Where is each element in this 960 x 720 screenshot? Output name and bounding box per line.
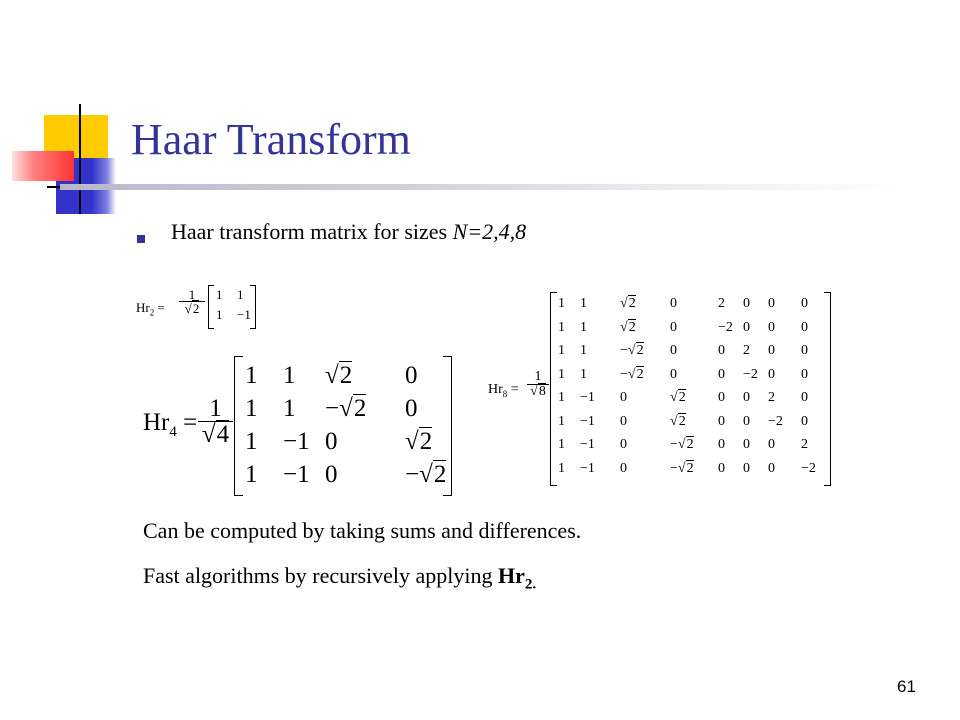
page-title: Haar Transform [131,115,411,164]
matrix-hr8-cell: 1 [558,390,565,405]
matrix-hr4-cell: 0 [405,362,418,389]
matrix-hr8-cell: 2 [718,296,725,311]
matrix-hr4-label: $Hr_4$ = [143,409,198,440]
matrix-hr4-cell: 0 [325,428,338,455]
title-divider [60,184,900,190]
matrix-hr8-cell: 0 [768,319,775,335]
deco-red-bar [12,151,74,181]
matrix-hr8-cell: −1 [580,390,595,405]
matrix-hr8-label: $Hr_8$ = [488,382,519,399]
matrix-hr4-cell: 1 [283,362,296,389]
matrix-hr8-cell: √2 [670,390,686,405]
matrix-hr8-cell: 0 [768,343,775,358]
matrix-hr2-label: $Hr_2$ = [136,300,165,318]
matrix-hr8-cell: √2 [620,296,636,311]
matrix-hr8-cell: −√2 [620,366,644,382]
matrix-hr8-cell: 0 [801,390,808,405]
matrix-hr8-cell: 0 [743,413,750,429]
fast-algorithms-text [143,563,536,593]
matrix-hr4-cell: 1 [283,395,296,422]
matrix-hr2-cell: 1 [216,287,223,302]
matrix-hr8-cell: −2 [768,413,783,429]
fast-algorithms-main: Fast algorithms by recursively applying [143,563,498,588]
matrix-hr8-cell: 1 [558,413,565,429]
bullet-marker [137,235,145,243]
matrix-hr8-cell: √2 [620,319,636,335]
matrix-hr8-cell: −1 [580,413,595,429]
matrix-hr8-cell: 1 [558,366,565,382]
matrix-hr2-cell: 1 [237,287,244,302]
matrix-hr4-cell: 0 [405,395,418,422]
matrix-hr4-cell: 0 [325,461,338,488]
matrix-hr8-cell: 1 [558,319,565,335]
matrix-hr8-cell: −2 [718,319,733,335]
matrix-hr8-cell: 0 [718,460,725,476]
matrix-hr8-cell: 0 [768,460,775,476]
matrix-hr4-cell: 1 [245,362,258,389]
matrix-hr8-cell: −2 [743,366,758,382]
bullet-text-main: Haar transform matrix for sizes [171,219,453,244]
matrix-hr4-cell: 1 [245,395,258,422]
matrix-hr8-cell: 0 [620,390,627,405]
matrix-hr4-cell: −1 [283,461,310,488]
matrix-hr8-cell: 0 [620,437,627,452]
matrix-hr8-cell: 0 [620,460,627,476]
matrix-hr4-cell: 1 [245,428,258,455]
deco-vertical-line [79,104,81,214]
matrix-hr4-cell: −1 [283,428,310,455]
matrix-hr8-cell: 0 [670,319,677,335]
matrix-hr8-cell: 0 [768,437,775,452]
matrix-hr4-cell: √2 [325,362,353,389]
matrix-hr8-cell: 0 [718,366,725,382]
matrix-hr8-cell: −2 [801,460,816,476]
matrix-hr8-cell: 0 [670,343,677,358]
matrix-hr8-cell: 1 [558,343,565,358]
matrix-hr8-cell: 0 [768,366,775,382]
matrix-hr8-cell: 2 [801,437,808,452]
matrix-hr2-cell: 1 [216,307,223,322]
matrix-hr8-cell: 0 [743,460,750,476]
matrix-hr8-cell: 2 [743,343,750,358]
matrix-hr8-cell: 0 [743,390,750,405]
matrix-hr4-cell: √2 [405,428,433,455]
matrix-hr8-cell: 0 [743,437,750,452]
matrix-hr8-cell: √2 [670,413,686,429]
matrix-hr8-cell: 0 [718,390,725,405]
matrix-hr8-cell: 1 [580,296,587,311]
matrix-hr8-cell: 0 [718,343,725,358]
bullet-text [171,219,526,245]
matrix-hr8 [488,290,838,486]
matrix-hr8-cell: 1 [580,319,587,335]
matrix-hr8-cell: 0 [801,413,808,429]
matrix-hr8-cell: 1 [558,437,565,452]
matrix-hr8-cell: 0 [718,437,725,452]
matrix-hr8-cell: 0 [718,413,725,429]
matrix-hr2-scale: 1 √2 [179,288,205,315]
matrix-hr8-cell: 0 [620,413,627,429]
matrix-hr8-cell: 1 [580,343,587,358]
matrix-hr8-cell: 0 [670,366,677,382]
matrix-hr8-cell: −√2 [670,437,694,452]
matrix-hr8-cell: 2 [768,390,775,405]
matrix-hr8-cell: 0 [743,296,750,311]
matrix-hr4-cell: −√2 [405,461,447,488]
matrix-hr2 [136,283,266,331]
matrix-hr2-cell: −1 [237,307,251,322]
matrix-hr8-cell: 1 [580,366,587,382]
page-number: 61 [897,677,916,696]
matrix-hr8-cell: 1 [558,460,565,476]
matrix-hr8-cell: −1 [580,437,595,452]
matrix-hr8-cell: −√2 [620,343,644,358]
matrix-hr8-cell: 0 [801,296,808,311]
matrix-hr4 [143,354,463,499]
matrix-hr8-cell: 0 [768,296,775,311]
matrix-hr8-cell: 0 [801,366,808,382]
matrix-hr8-scale: 1 √8 [527,370,549,399]
matrix-hr4-cell: −√2 [325,395,367,422]
fast-algorithms-hr: $Hr_{2.}$ [498,563,537,593]
matrix-hr8-cell: −√2 [670,460,694,476]
sums-differences-text: Can be computed by taking sums and differences. [143,518,582,543]
matrix-hr8-cell: 0 [743,319,750,335]
matrix-hr8-cell: 0 [670,296,677,311]
matrix-hr8-cell: −1 [580,460,595,476]
matrix-hr8-cell: 1 [558,296,565,311]
matrix-hr4-scale: 1 √4 [198,396,233,447]
matrix-hr4-cell: 1 [245,461,258,488]
matrix-hr8-cell: 0 [801,343,808,358]
matrix-hr8-cell: 0 [801,319,808,335]
bullet-text-sizes: N=2,4,8 [452,219,527,244]
